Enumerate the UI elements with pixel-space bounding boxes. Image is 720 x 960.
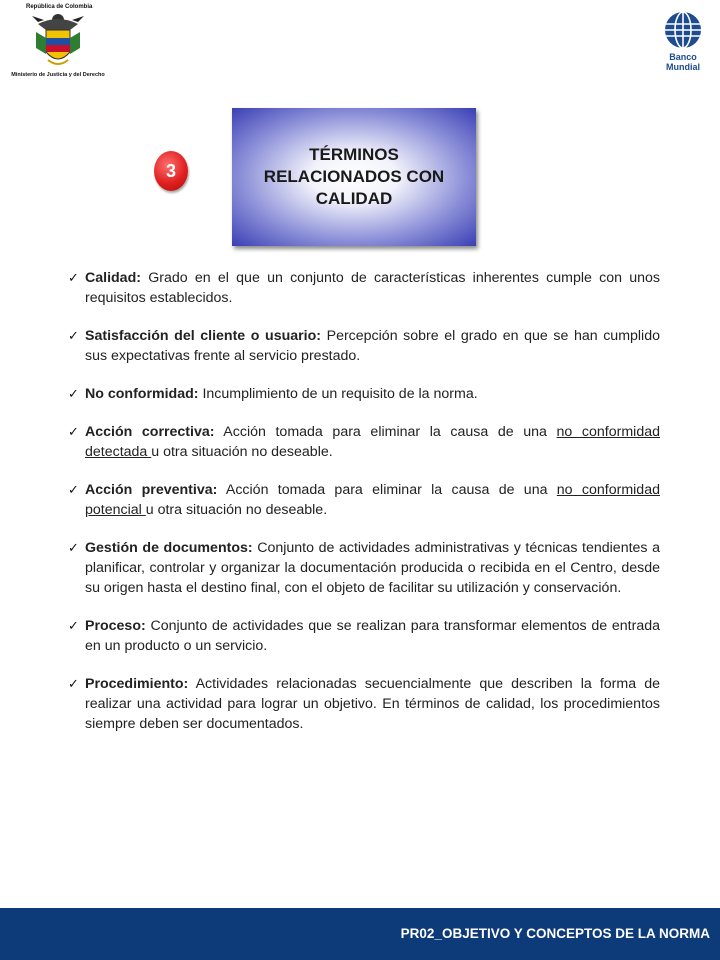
checkmark-icon: ✓ xyxy=(68,540,79,555)
list-item xyxy=(68,384,660,404)
term-label: Acción preventiva: xyxy=(85,482,218,498)
term-label: Calidad: xyxy=(85,270,141,286)
footer-bar xyxy=(0,908,720,960)
logo-country-text: República de Colombia xyxy=(26,4,93,10)
term-label: Acción correctiva: xyxy=(85,424,215,440)
checkmark-icon: ✓ xyxy=(68,424,79,439)
globe-icon xyxy=(663,10,703,50)
term-definition: Grado en el que un conjunto de características inherentes cumple con unos requisitos establecidos. xyxy=(85,270,660,306)
section-number-badge: 3 xyxy=(154,151,188,191)
page-title: TÉRMINOS RELACIONADOS CON CALIDAD xyxy=(263,145,445,208)
banco-mundial-label: Banco Mundial xyxy=(666,52,700,72)
checkmark-icon: ✓ xyxy=(68,618,79,633)
list-item xyxy=(68,480,660,520)
term-label: Satisfacción del cliente o usuario: xyxy=(85,328,322,344)
list-item xyxy=(68,422,660,462)
list-item xyxy=(68,326,660,366)
checkmark-icon: ✓ xyxy=(68,676,79,691)
term-definition: Conjunto de actividades administrativas y técnicas tendientes a planificar, controlar y organizar la documentación producida o recibida en el Centro, desde su origen hasta el destino final, con el objeto de facilitar su utilización y conservación. xyxy=(85,540,660,596)
checkmark-icon: ✓ xyxy=(68,328,79,343)
footer-label: PR02_OBJETIVO Y CONCEPTOS DE LA NORMA xyxy=(400,926,710,941)
term-label: Gestión de documentos: xyxy=(85,540,253,556)
list-item xyxy=(68,538,660,598)
list-item xyxy=(68,616,660,656)
term-definition-end: u otra situación no deseable. xyxy=(145,502,328,518)
term-definition: Incumplimiento de un requisito de la norma. xyxy=(198,386,478,402)
terms-list xyxy=(68,268,660,752)
checkmark-icon: ✓ xyxy=(68,386,79,401)
checkmark-icon: ✓ xyxy=(68,270,79,285)
term-label: Procedimiento: xyxy=(85,676,189,692)
term-label: Proceso: xyxy=(85,618,146,634)
list-item xyxy=(68,268,660,308)
term-definition-end: u otra situación no deseable. xyxy=(151,444,333,460)
coat-of-arms-icon xyxy=(30,12,86,70)
underlined-phrase: no conformidad potencial xyxy=(85,482,660,518)
term-definition: Actividades relacionadas secuencialmente que describen la forma de realizar una actividad para lograr un objetivo. En términos de calidad, los procedimientos siempre deben ser documentados. xyxy=(85,676,660,732)
list-item xyxy=(68,674,660,734)
banco-mundial-logo xyxy=(652,10,714,70)
logo-ministry-text: Ministerio de Justicia y del Derecho xyxy=(11,72,105,78)
ministerio-logo xyxy=(8,4,108,86)
term-label: No conformidad: xyxy=(85,386,199,402)
checkmark-icon: ✓ xyxy=(68,482,79,497)
underlined-phrase: no conformidad detectada xyxy=(85,424,660,460)
term-definition: Conjunto de actividades que se realizan para transformar elementos de entrada en un producto o un servicio. xyxy=(85,618,660,654)
term-definition: Acción tomada para eliminar la causa de una xyxy=(214,424,557,440)
title-box xyxy=(232,108,476,246)
term-definition: Percepción sobre el grado en que se han cumplido sus expectativas frente al servicio prestado. xyxy=(85,328,660,364)
term-definition: Acción tomada para eliminar la causa de una xyxy=(217,482,557,498)
